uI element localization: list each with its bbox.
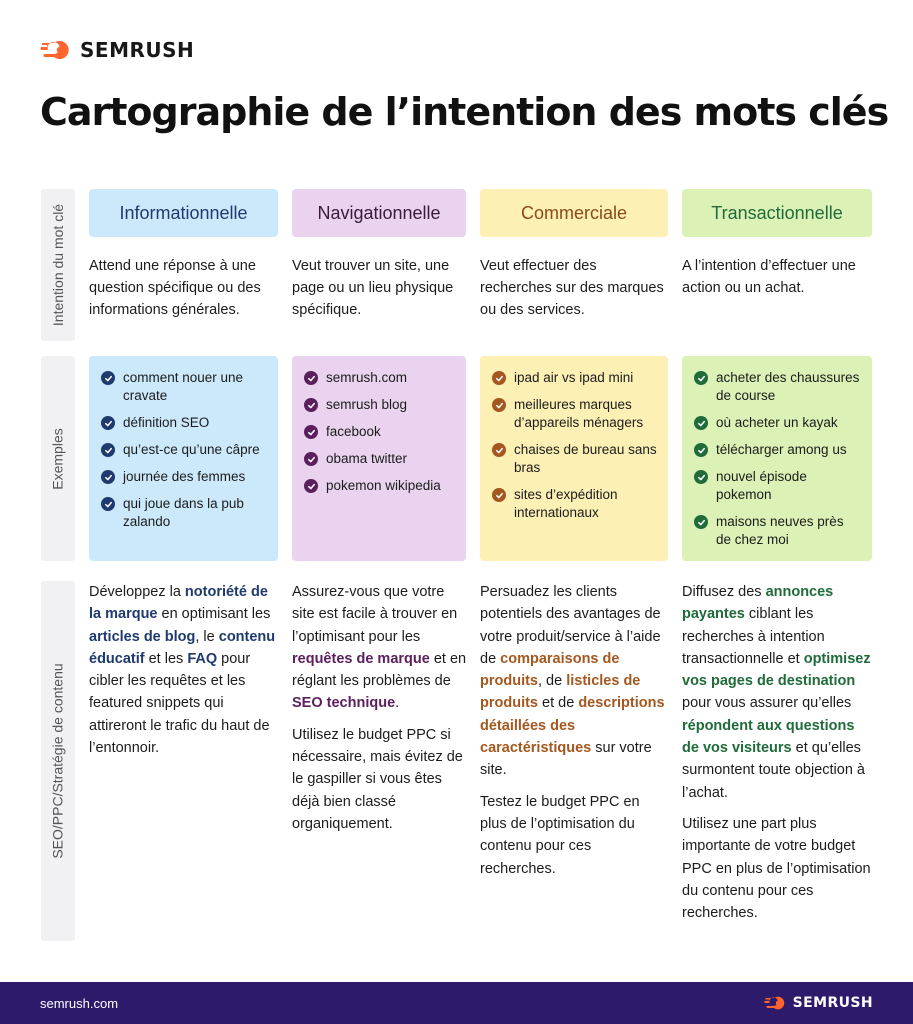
- highlight-text: notoriété de la marque: [89, 584, 268, 623]
- example-item: [101, 495, 268, 531]
- strategy-paragraph: [89, 581, 281, 759]
- strategy-text: , de: [538, 673, 567, 690]
- header-transactionnelle: Transactionnelle: [682, 189, 872, 237]
- example-text: télécharger among us: [716, 442, 847, 457]
- strategy-text: .: [395, 695, 400, 712]
- strategy-text: et les: [144, 650, 188, 667]
- example-item: [101, 414, 268, 432]
- semrush-flame-icon: [764, 995, 788, 1011]
- highlight-text: requêtes de marque: [292, 650, 430, 667]
- header-navigationnelle: Navigationnelle: [292, 189, 466, 237]
- examples-transactionnelle: [682, 356, 872, 561]
- strategy-text: Utilisez le budget PPC si nécessaire, mais évitez de le gaspiller si vous êtes déjà bien classé organiquement.: [292, 726, 463, 832]
- highlight-text: comparaisons de produits: [480, 650, 620, 690]
- example-text: qui joue dans la pub zalando: [123, 496, 244, 529]
- row-label-strategy: SEO/PPC/Stratégie de contenu: [41, 581, 75, 941]
- check-icon: [304, 452, 318, 466]
- check-icon: [492, 371, 506, 385]
- example-text: définition SEO: [123, 415, 210, 430]
- footer: [0, 982, 913, 1024]
- strategy-text: et qu’elles surmontent toute objection à l’achat.: [682, 740, 865, 801]
- example-item: [492, 396, 658, 432]
- check-icon: [492, 398, 506, 412]
- strategy-text: Testez le budget PPC en plus de l’optimisation du contenu pour ces recherches.: [480, 793, 640, 877]
- strategy-text: Utilisez une part plus importante de votre budget PPC en plus de l’optimisation du contenu pour ces recherches.: [682, 815, 871, 922]
- check-icon: [304, 425, 318, 439]
- example-text: chaises de bureau sans bras: [514, 442, 657, 475]
- strategy-paragraph: [480, 791, 670, 880]
- highlight-text: SEO technique: [292, 695, 396, 712]
- strategy-paragraph: [480, 581, 670, 782]
- example-text: comment nouer une cravate: [123, 370, 244, 403]
- strategy-text: Développez la: [89, 584, 185, 600]
- highlight-text: articles de blog: [89, 628, 196, 645]
- check-icon: [492, 488, 506, 502]
- strategy-text: Assurez-vous que votre site est facile à trouver en l’optimisant pour les: [292, 584, 458, 645]
- strategy-text: pour vous assurer qu’elles: [682, 695, 852, 712]
- example-text: sites d’expédition internationaux: [514, 487, 618, 520]
- footer-logo-text: SEMRUSH: [792, 995, 873, 1011]
- example-item: [304, 423, 456, 441]
- example-text: meilleures marques d’appareils ménagers: [514, 397, 644, 430]
- strategy-text: et en réglant les problèmes de: [292, 650, 467, 690]
- semrush-flame-icon: [40, 39, 74, 61]
- strategy-text: Persuadez les clients potentiels des avantages de votre produit/service à l’aide de: [480, 584, 661, 667]
- header-commerciale: Commerciale: [480, 189, 668, 237]
- row-label-examples: Exemples: [41, 356, 75, 561]
- example-item: [304, 396, 456, 414]
- highlight-text: contenu éducatif: [89, 628, 276, 667]
- example-item: [101, 468, 268, 486]
- example-text: semrush.com: [326, 370, 408, 385]
- example-item: [694, 369, 862, 405]
- example-text: journée des femmes: [123, 469, 246, 484]
- strategy-commerciale: [480, 581, 670, 889]
- example-item: [694, 414, 862, 432]
- strategy-paragraph: [292, 581, 468, 715]
- check-icon: [101, 416, 115, 430]
- example-item: [492, 486, 658, 522]
- example-text: facebook: [326, 424, 381, 439]
- example-text: où acheter un kayak: [716, 415, 838, 430]
- strategy-text: , le: [195, 628, 219, 645]
- check-icon: [694, 515, 708, 529]
- strategy-text: Diffusez des: [682, 584, 766, 600]
- check-icon: [304, 479, 318, 493]
- examples-commerciale: [480, 356, 668, 561]
- check-icon: [304, 371, 318, 385]
- page-title: Cartographie de l’intention des mots clés: [40, 90, 889, 134]
- description-navigationnelle: Veut trouver un site, une page ou un lieu physique spécifique.: [292, 258, 454, 318]
- example-item: [694, 468, 862, 504]
- strategy-text: en optimisant les: [157, 606, 271, 623]
- strategy-text: sur votre site.: [480, 740, 652, 779]
- example-item: [304, 369, 456, 387]
- strategy-informationnelle: [89, 581, 281, 768]
- highlight-text: FAQ: [187, 650, 218, 667]
- logo-text: SEMRUSH: [80, 38, 195, 62]
- example-text: obama twitter: [326, 451, 408, 466]
- strategy-paragraph: [682, 813, 874, 924]
- example-text: qu’est-ce qu’une câpre: [123, 442, 260, 457]
- strategy-text: et de: [538, 695, 579, 712]
- example-text: maisons neuves près de chez moi: [716, 514, 844, 547]
- check-icon: [101, 443, 115, 457]
- example-text: ipad air vs ipad mini: [514, 370, 634, 385]
- highlight-text: annonces payantes: [682, 584, 834, 623]
- example-item: [304, 450, 456, 468]
- example-item: [101, 369, 268, 405]
- highlight-text: listicles de produits: [480, 673, 641, 712]
- example-item: [492, 441, 658, 477]
- footer-url[interactable]: semrush.com: [40, 995, 119, 1011]
- example-item: [101, 441, 268, 459]
- example-item: [694, 441, 862, 459]
- check-icon: [101, 497, 115, 511]
- example-text: acheter des chaussures de course: [716, 370, 860, 403]
- footer-logo[interactable]: [764, 995, 873, 1011]
- description-commerciale: Veut effectuer des recherches sur des marques ou des services.: [480, 258, 664, 318]
- highlight-text: optimisez vos pages de destination: [682, 650, 871, 690]
- example-text: nouvel épisode pokemon: [716, 469, 807, 502]
- strategy-paragraph: [292, 724, 468, 835]
- check-icon: [694, 470, 708, 484]
- highlight-text: descriptions détaillées des caractéristiques: [480, 695, 665, 757]
- example-text: pokemon wikipedia: [326, 478, 441, 493]
- header-informationnelle: Informationnelle: [89, 189, 278, 237]
- examples-navigationnelle: [292, 356, 466, 561]
- strategy-navigationnelle: [292, 581, 468, 844]
- check-icon: [304, 398, 318, 412]
- semrush-logo[interactable]: [40, 38, 194, 62]
- examples-informationnelle: [89, 356, 278, 561]
- check-icon: [101, 470, 115, 484]
- check-icon: [694, 371, 708, 385]
- check-icon: [101, 371, 115, 385]
- example-item: [304, 477, 456, 495]
- strategy-paragraph: [682, 581, 874, 804]
- description-informationnelle: Attend une réponse à une question spécifique ou des informations générales.: [89, 258, 261, 318]
- example-item: [492, 369, 658, 387]
- highlight-text: répondent aux questions de vos visiteurs: [682, 717, 855, 757]
- check-icon: [492, 443, 506, 457]
- row-label-intention: Intention du mot clé: [41, 189, 75, 341]
- example-item: [694, 513, 862, 549]
- strategy-transactionnelle: [682, 581, 874, 933]
- example-text: semrush blog: [326, 397, 408, 412]
- check-icon: [694, 443, 708, 457]
- strategy-text: ciblant les recherches à intention transactionnelle et: [682, 606, 825, 667]
- check-icon: [694, 416, 708, 430]
- strategy-text: pour cibler les requêtes et les featured snippets qui attireront le trafic du haut de l’entonnoir.: [89, 650, 270, 757]
- description-transactionnelle: A l’intention d’effectuer une action ou un achat.: [682, 258, 856, 296]
